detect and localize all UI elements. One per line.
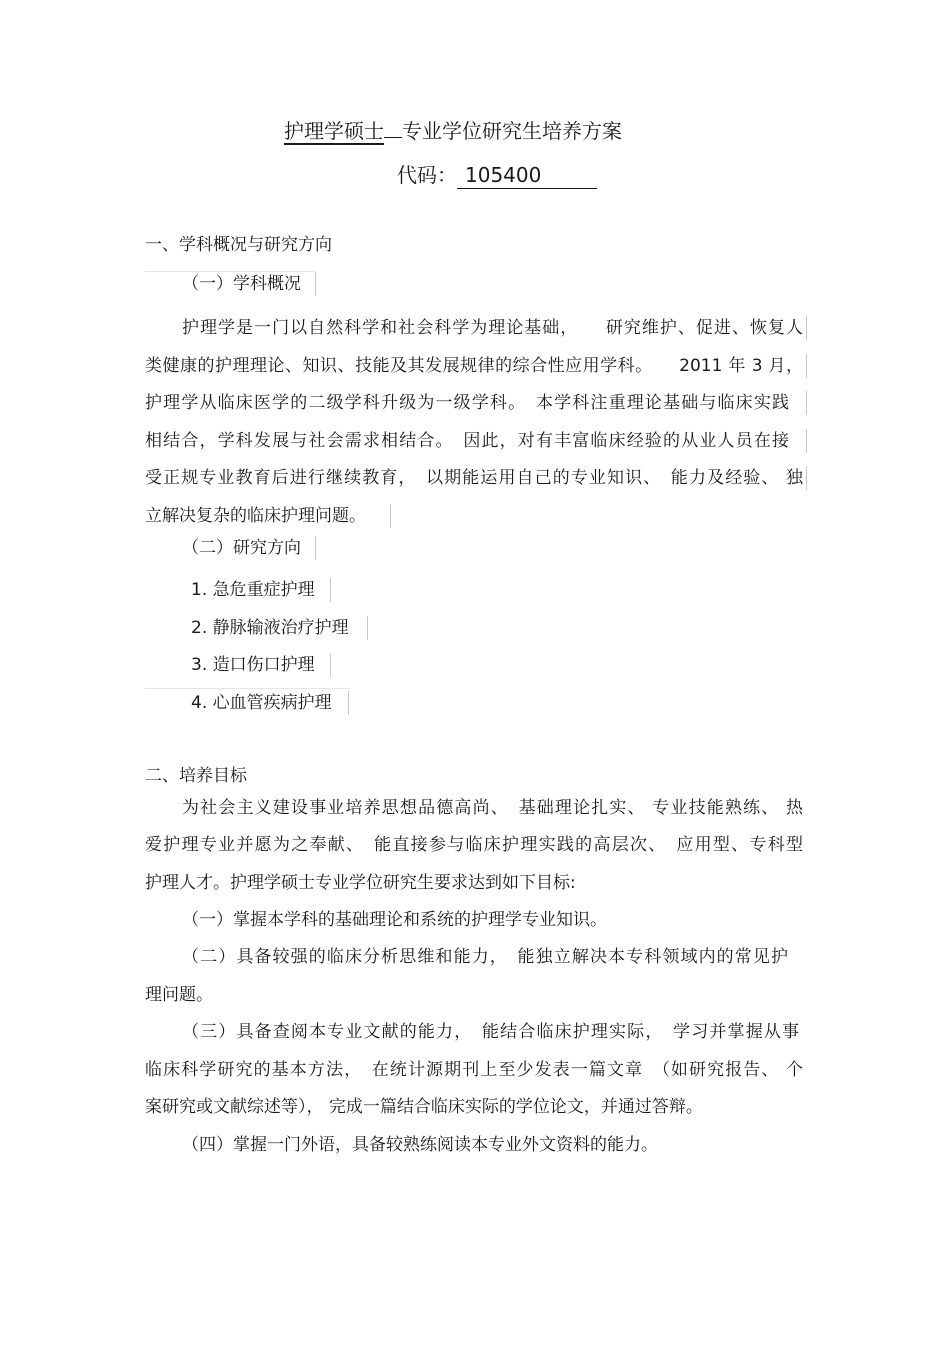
direction-item: 3. 造口伤口护理 bbox=[191, 655, 315, 675]
subheading-directions: （二）研究方向 bbox=[182, 538, 301, 558]
divider bbox=[806, 466, 807, 490]
code-value bbox=[457, 162, 597, 189]
divider bbox=[806, 429, 807, 453]
section2-heading: 二、培养目标 bbox=[145, 766, 247, 786]
goal-line-2: 爱护理专业并愿为之奉献、 能直接参与临床护理实践的高层次、 应用型、专科型 bbox=[145, 835, 803, 855]
divider bbox=[315, 536, 316, 560]
goal-line-1: 为社会主义建设事业培养思想品德高尚、 基础理论扎实、 专业技能熟练、 热 bbox=[182, 798, 803, 818]
goal-line-3: 护理人才。护理学硕士专业学位研究生要求达到如下目标: bbox=[145, 873, 576, 893]
program-code bbox=[397, 161, 597, 189]
goal-item-3-cont: 案研究或文献综述等）， 完成一篇结合临床实际的学位论文，并通过答辩。 bbox=[145, 1097, 703, 1117]
divider bbox=[367, 616, 368, 640]
subheading-overview: （一）学科概况 bbox=[182, 274, 301, 294]
overview-line-1: 护理学是一门以自然科学和社会科学为理论基础， 研究维护、促进、恢复人 bbox=[182, 318, 803, 338]
title-underline-gap bbox=[384, 117, 402, 138]
direction-item: 4. 心血管疾病护理 bbox=[191, 693, 332, 713]
title-rest: 专业学位研究生培养方案 bbox=[402, 119, 622, 143]
goal-item-3-cont: 临床科学研究的基本方法， 在统计源期刊上至少发表一篇文章 （如研究报告、 个 bbox=[145, 1060, 803, 1080]
divider bbox=[806, 391, 807, 415]
goal-item-2: （二）具备较强的临床分析思维和能力， 能独立解决本专科领域内的常见护 bbox=[182, 947, 788, 967]
divider bbox=[390, 504, 391, 528]
overview-line-3: 护理学从临床医学的二级学科升级为一级学科。 本学科注重理论基础与临床实践 bbox=[145, 393, 789, 413]
goal-item-1: （一）掌握本学科的基础理论和系统的护理学专业知识。 bbox=[182, 910, 607, 930]
code-label: 代码： bbox=[397, 163, 457, 187]
document-title bbox=[284, 117, 622, 145]
section1-heading: 一、学科概况与研究方向 bbox=[145, 235, 332, 255]
divider bbox=[348, 691, 349, 715]
code-value-text: 105400 bbox=[465, 163, 542, 187]
title-major: 护理学硕士 bbox=[284, 119, 384, 143]
divider bbox=[806, 316, 807, 340]
divider bbox=[330, 653, 331, 677]
goal-item-3: （三）具备查阅本专业文献的能力， 能结合临床护理实际， 学习并掌握从事 bbox=[182, 1022, 799, 1042]
divider bbox=[806, 354, 807, 378]
goal-item-4: （四）掌握一门外语，具备较熟练阅读本专业外文资料的能力。 bbox=[182, 1135, 658, 1155]
direction-item: 2. 静脉输液治疗护理 bbox=[191, 618, 349, 638]
direction-item: 1. 急危重症护理 bbox=[191, 580, 315, 600]
divider bbox=[330, 578, 331, 602]
overview-line-5: 受正规专业教育后进行继续教育， 以期能运用自己的专业知识、 能力及经验、 独 bbox=[145, 468, 803, 488]
divider bbox=[315, 272, 316, 296]
goal-item-2-cont: 理问题。 bbox=[145, 985, 213, 1005]
overview-line-2: 类健康的护理理论、知识、技能及其发展规律的综合性应用学科。 2011 年 3 月， bbox=[145, 356, 803, 376]
divider bbox=[145, 688, 350, 689]
overview-line-4: 相结合，学科发展与社会需求相结合。 因此，对有丰富临床经验的从业人员在接 bbox=[145, 431, 789, 451]
overview-line-6: 立解决复杂的临床护理问题。 bbox=[145, 506, 366, 526]
